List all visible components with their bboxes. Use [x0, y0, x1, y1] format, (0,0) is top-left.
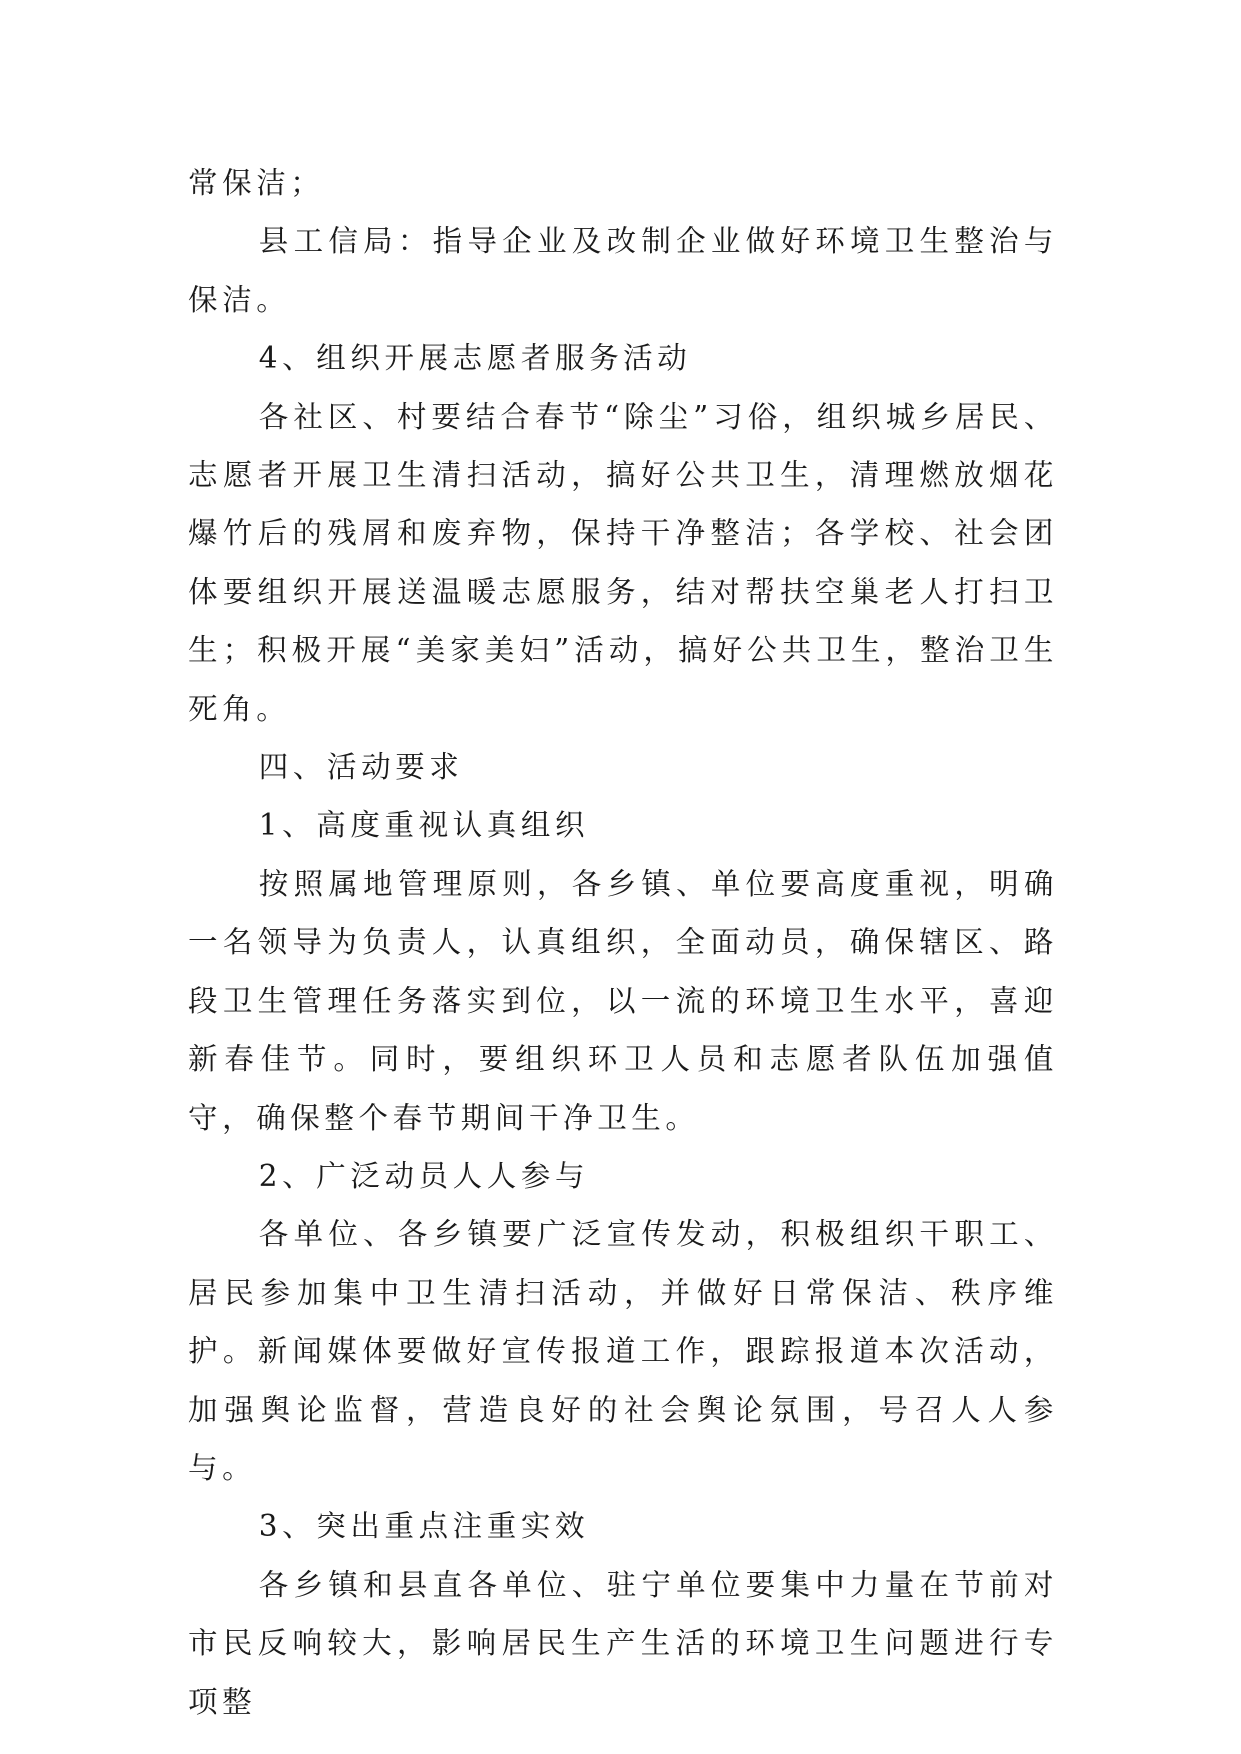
paragraph-continuation: 常保洁；: [188, 166, 325, 200]
document-body: [188, 154, 1058, 1731]
heading-focus-results: 3、突出重点注重实效: [258, 1509, 590, 1544]
heading-volunteer-activities: 4、组织开展志愿者服务活动: [258, 341, 692, 376]
paragraph-organize-seriously: 按照属地管理原则，各乡镇、单位要高度重视，明确一名领导为负责人，认真组织，全面动员，确保辖区、路段卫生管理任务落实到位，以一流的环境卫生水平，喜迎新春佳节。同时，要组织环卫人员和志愿者队伍加强值守，确保整个春节期间干净卫生。: [188, 866, 1058, 1135]
heading-organize-seriously: 1、高度重视认真组织: [258, 808, 590, 843]
paragraph-industry-bureau: 县工信局：指导企业及改制企业做好环境卫生整治与保洁。: [188, 224, 1058, 317]
paragraph-volunteer-activities: 各社区、村要结合春节“除尘”习俗，组织城乡居民、志愿者开展卫生清扫活动，搞好公共卫生，清理燃放烟花爆竹后的残屑和废弃物，保持干净整洁；各学校、社会团体要组织开展送温暖志愿服务，结对帮扶空巢老人打扫卫生；积极开展“美家美妇”活动，搞好公共卫生，整治卫生死角。: [188, 399, 1058, 726]
paragraph-focus-results: 各乡镇和县直各单位、驻宁单位要集中力量在节前对市民反响较大，影响居民生产生活的环境卫生问题进行专项整: [188, 1567, 1058, 1719]
section-heading-requirements: 四、活动要求: [258, 750, 464, 785]
paragraph-mobilize-participation: 各单位、各乡镇要广泛宣传发动，积极组织干职工、居民参加集中卫生清扫活动，并做好日常保洁、秩序维护。新闻媒体要做好宣传报道工作，跟踪报道本次活动，加强舆论监督，营造良好的社会舆论氛围，号召人人参与。: [188, 1217, 1058, 1485]
heading-mobilize-participation: 2、广泛动员人人参与: [258, 1158, 590, 1193]
